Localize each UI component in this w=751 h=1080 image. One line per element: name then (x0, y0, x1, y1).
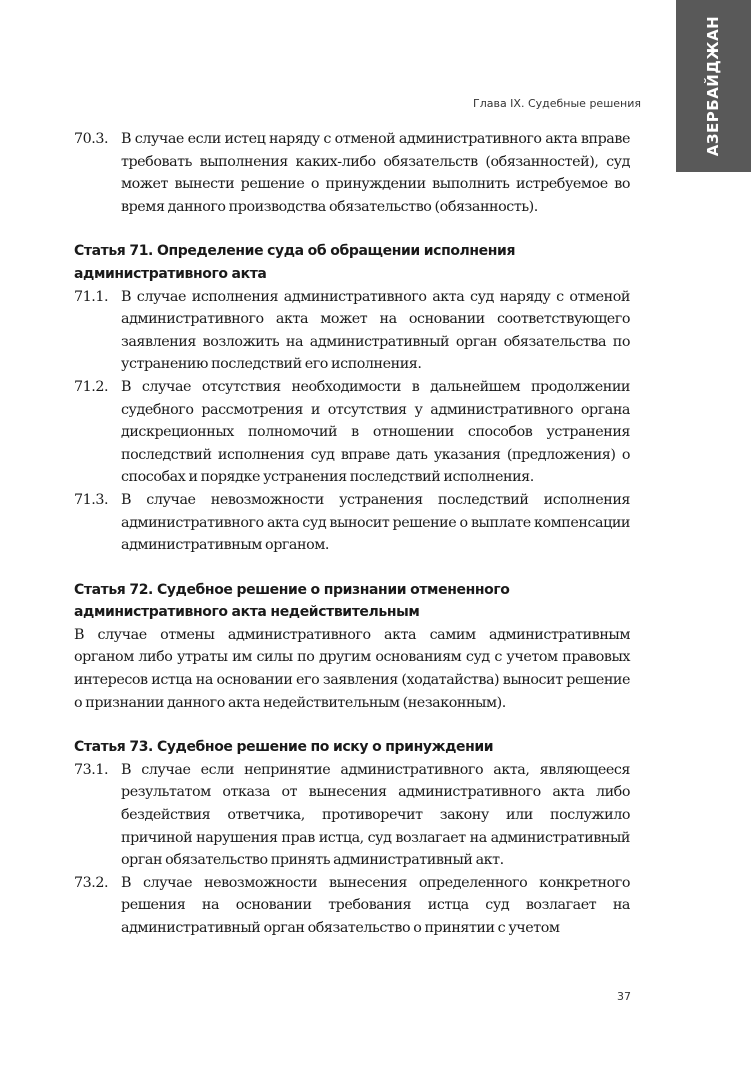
paragraph-73-2 (74, 872, 630, 940)
paragraph-text: В случае если непринятие административного акта, являющееся результатом отказа от вынесения административного акта либо бездействия ответчика, противоречит закону или послужило причиной нарушения прав истца, суд возлагает на административный орган обязательство принять административный акт. (121, 761, 630, 869)
paragraph-number: 71.2. (74, 378, 109, 395)
paragraph-number: 70.3. (74, 131, 109, 147)
paragraph-70-3 (74, 128, 630, 218)
article-73-heading: Статья 73. Судебное решение по иску о принуждении (74, 739, 494, 756)
paragraph-text: В случае исполнения административного акта суд наряду с отменой административного акта может на основании соответствующего заявления возложить на административный орган обязательства по устранению последствий его исполнения. (121, 288, 630, 373)
paragraph-text: В случае если истец наряду с отменой административного акта вправе требовать выполнения каких-либо обязательств (обязанностей), суд может вынести решение о принуждении выполнить истребуемое во время данного производства обязательство (обязанность). (121, 131, 630, 215)
article-71-heading: Статья 71. Определение суда об обращении исполнения административного акта (74, 243, 516, 282)
paragraph-number: 73.1. (74, 761, 109, 778)
page-number: 37 (617, 990, 631, 1003)
paragraph-73-1 (74, 759, 630, 872)
paragraph-number: 71.3. (74, 491, 109, 508)
paragraph-number: 71.1. (74, 288, 109, 305)
article-72-text: В случае отмены административного акта самим административным органом либо утраты им силы по другим основаниям суд с учетом правовых интересов истца на основании его заявления (ходатайства) выносит решение о признании данного акта недействительным (незаконным). (74, 626, 630, 711)
article-72-heading: Статья 72. Судебное решение о признании отмененного административного акта недействительным (74, 581, 510, 621)
paragraph-text: В случае невозможности вынесения определенного конкретного решения на основании требования истца суд возлагает на административный орган обязательство о принятии с учетом (121, 874, 630, 936)
paragraph-71-1 (74, 286, 630, 376)
paragraph-71-3 (74, 489, 630, 557)
paragraph-71-2 (74, 376, 630, 489)
country-label: АЗЕРБАЙДЖАН (704, 15, 722, 157)
paragraph-text: В случае невозможности устранения последствий исполнения административного акта суд выносит решение о выплате компенсации административным органом. (121, 491, 630, 554)
country-side-tab (676, 0, 751, 172)
running-header: Глава IX. Судебные решения (472, 97, 641, 110)
page-content (74, 128, 630, 940)
paragraph-number: 73.2. (74, 874, 109, 891)
paragraph-text: В случае отсутствия необходимости в дальнейшем продолжении судебного рассмотрения и отсутствия у административного органа дискреционных полномочий в отношении способов устранения последствий исполнения суд вправе дать указания (предложения) о способах и порядке устранения последствий исполнения. (121, 378, 630, 486)
